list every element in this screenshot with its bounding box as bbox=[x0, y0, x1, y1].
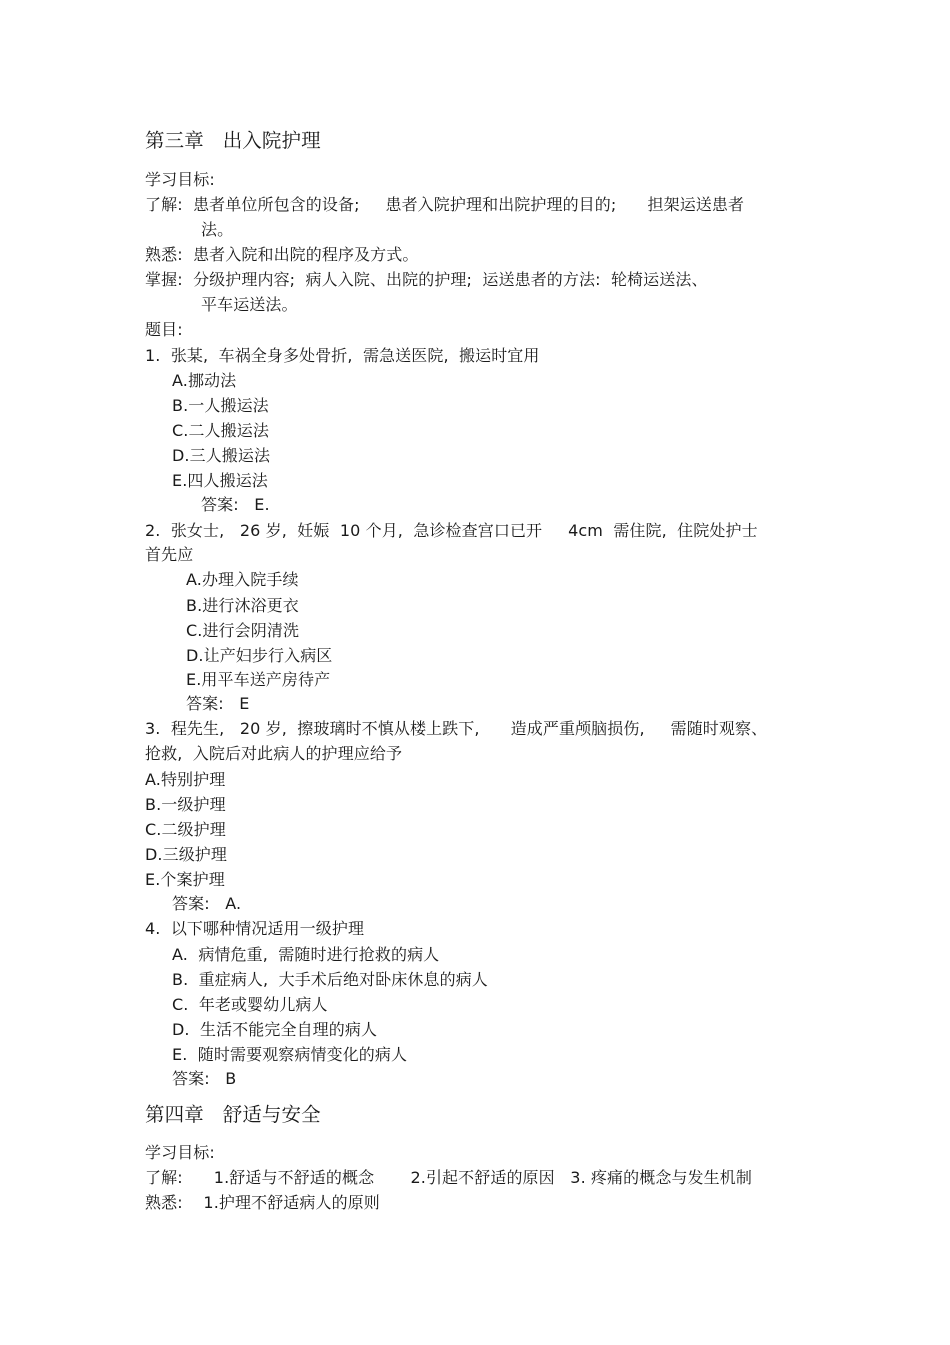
objective-understand-cont: 法。 bbox=[201, 220, 234, 239]
question-2-option: D.让产妇步行入病区 bbox=[186, 646, 333, 665]
question-3-option: A.特别护理 bbox=[145, 770, 226, 789]
question-4-option: D. 生活不能完全自理的病人 bbox=[172, 1020, 378, 1039]
question-1-stem: 1. 张某, 车祸全身多处骨折, 需急送医院, 搬运时宜用 bbox=[145, 346, 540, 365]
question-4-option: C. 年老或婴幼儿病人 bbox=[172, 995, 328, 1014]
question-3-answer: 答案: A. bbox=[172, 894, 242, 913]
chapter-4-title: 第四章 舒适与安全 bbox=[145, 1103, 321, 1126]
objective-understand: 了解: 1.舒适与不舒适的概念 2.引起不舒适的原因 3. 疼痛的概念与发生机制 bbox=[145, 1168, 752, 1187]
question-1-option: B.一人搬运法 bbox=[172, 396, 269, 415]
question-2-option: C.进行会阴清洗 bbox=[186, 621, 300, 640]
question-2-option: E.用平车送产房待产 bbox=[186, 670, 331, 689]
question-4-option: B. 重症病人, 大手术后绝对卧床休息的病人 bbox=[172, 970, 488, 989]
objective-familiar: 熟悉: 患者入院和出院的程序及方式。 bbox=[145, 245, 419, 264]
question-4-answer: 答案: B bbox=[172, 1069, 237, 1088]
objective-master-cont: 平车运送法。 bbox=[201, 295, 298, 314]
questions-label: 题目: bbox=[145, 320, 183, 339]
question-4-option: A. 病情危重, 需随时进行抢救的病人 bbox=[172, 945, 440, 964]
question-2-option: A.办理入院手续 bbox=[186, 570, 299, 589]
question-3-option: D.三级护理 bbox=[145, 845, 228, 864]
question-2-stem: 2. 张女士, 26 岁, 妊娠 10 个月, 急诊检查宫口已开 4cm 需住院, 住院处护士 bbox=[145, 521, 758, 540]
chapter-3-title: 第三章 出入院护理 bbox=[145, 129, 321, 152]
question-1-option: A.挪动法 bbox=[172, 371, 237, 390]
question-2-option: B.进行沐浴更衣 bbox=[186, 596, 299, 615]
question-3-option: E.个案护理 bbox=[145, 870, 225, 889]
question-3-option: B.一级护理 bbox=[145, 795, 226, 814]
objective-familiar: 熟悉: 1.护理不舒适病人的原则 bbox=[145, 1193, 380, 1212]
objectives-label: 学习目标: bbox=[145, 170, 215, 189]
question-4-option: E. 随时需要观察病情变化的病人 bbox=[172, 1045, 408, 1064]
question-3-option: C.二级护理 bbox=[145, 820, 226, 839]
question-1-option: E.四人搬运法 bbox=[172, 471, 268, 490]
question-1-answer: 答案: E. bbox=[201, 495, 270, 514]
objectives-label: 学习目标: bbox=[145, 1143, 215, 1162]
question-2-stem-cont: 首先应 bbox=[145, 545, 194, 564]
question-2-answer: 答案: E bbox=[186, 694, 250, 713]
objective-master: 掌握: 分级护理内容; 病人入院、出院的护理; 运送患者的方法: 轮椅运送法、 bbox=[145, 270, 708, 289]
question-1-option: C.二人搬运法 bbox=[172, 421, 269, 440]
question-1-option: D.三人搬运法 bbox=[172, 446, 271, 465]
question-4-stem: 4. 以下哪种情况适用一级护理 bbox=[145, 919, 365, 938]
question-3-stem: 3. 程先生, 20 岁, 擦玻璃时不慎从楼上跌下, 造成严重颅脑损伤, 需随时观察、 bbox=[145, 719, 768, 738]
question-3-stem-cont: 抢救, 入院后对此病人的护理应给予 bbox=[145, 744, 403, 763]
objective-understand: 了解: 患者单位所包含的设备; 患者入院护理和出院护理的目的; 担架运送患者 bbox=[145, 195, 745, 214]
